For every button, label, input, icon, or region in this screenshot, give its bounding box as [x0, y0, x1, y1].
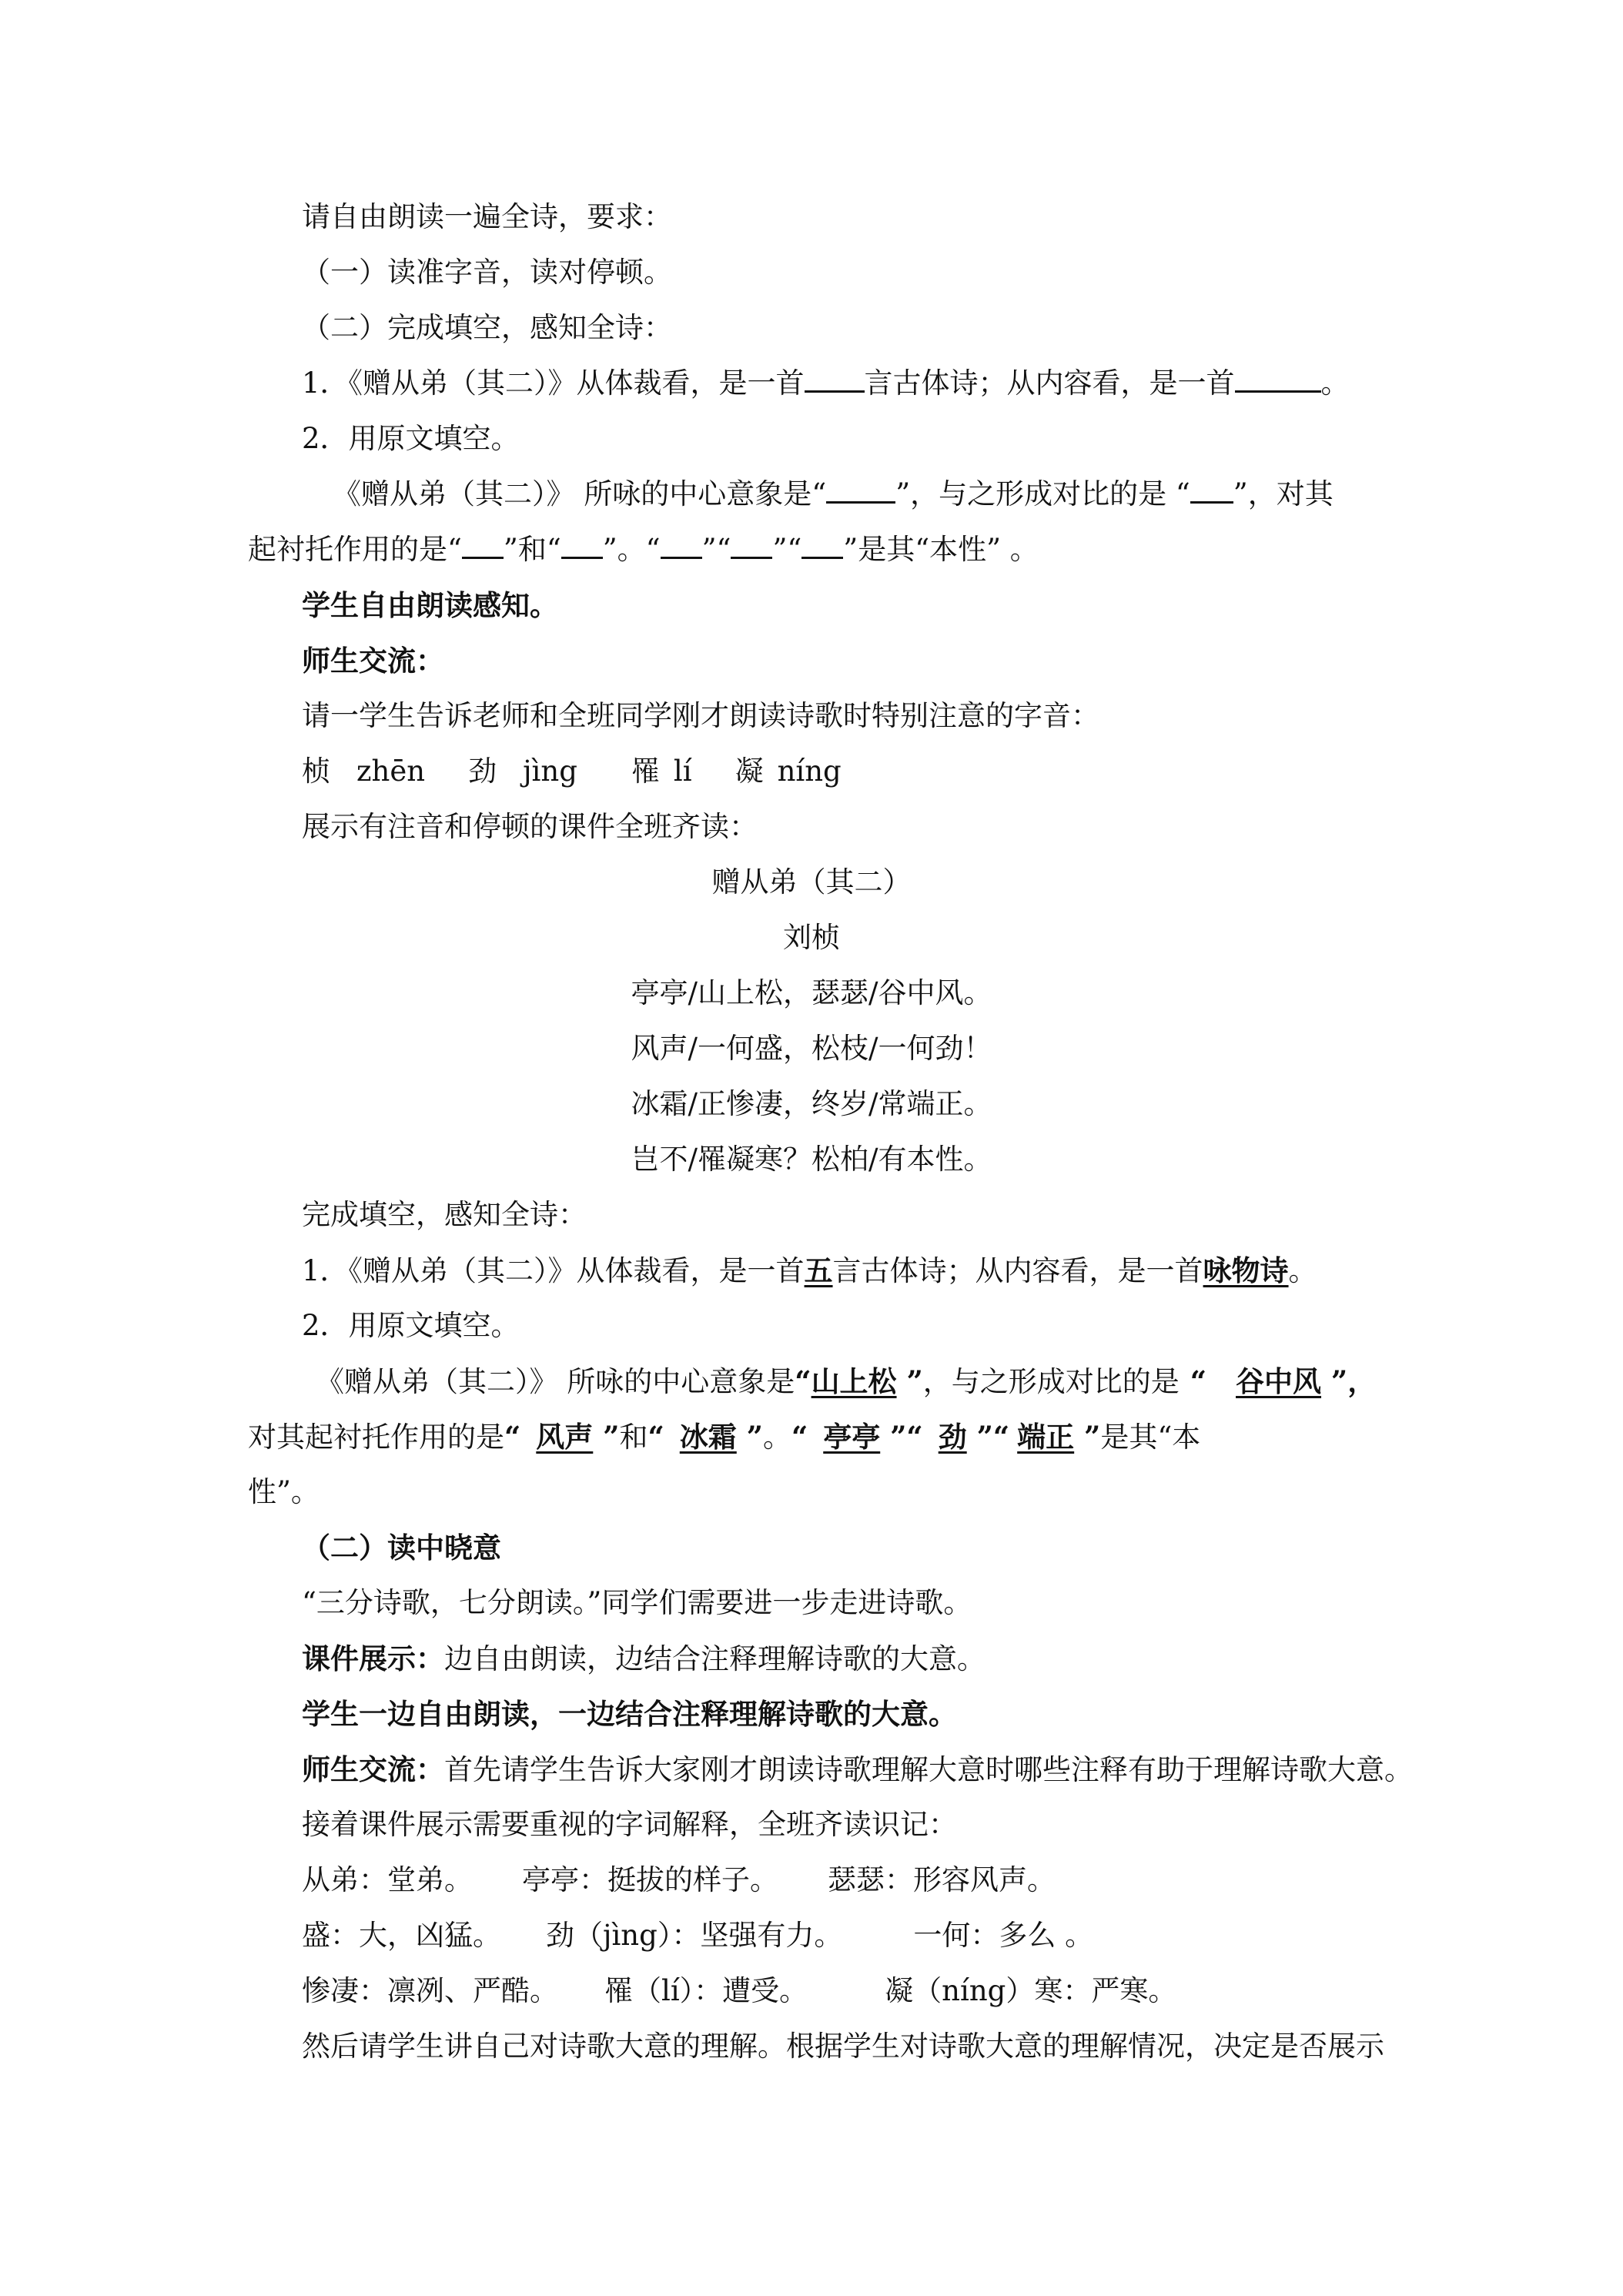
pronunciation-list: 桢 zhēn 劲 jìng 罹 lí 凝 níng: [302, 755, 842, 788]
task2-question-2: 2．用原文填空。: [302, 1309, 520, 1342]
task1-question-1: 1．《赠从弟（其二）》从体裁看，是一首 言古体诗；从内容看，是一首 。: [302, 366, 1350, 400]
courseware-display: 课件展示：边自由朗读，边结合注释理解诗歌的大意。: [302, 1642, 986, 1675]
poem-line: 冰霜/正惨凄，终岁/常端正。: [631, 1087, 992, 1120]
task1-fill-paragraph-line1: 《赠从弟（其二）》 所咏的中心意象是“ ”，与之形成对比的是 “ ”，对其: [333, 477, 1334, 510]
poem-line: 亭亭/山上松，瑟瑟/谷中风。: [631, 976, 992, 1009]
gloss-row: 盛：大，凶猛。 劲（jìng）：坚强有力。 一何：多么 。: [302, 1919, 1094, 1952]
task2-paragraph-line2: 对其起衬托作用的是“ 风声 ”和“ 冰霜 ”。“ 亭亭 ”“ 劲 ”“ 端正 ”是其“本: [248, 1420, 1201, 1454]
blank-line: [1190, 478, 1233, 504]
quote-line: “三分诗歌，七分朗读。”同学们需要进一步走进诗歌。: [302, 1586, 972, 1619]
task2-question-1: 1．《赠从弟（其二）》从体裁看，是一首五言古体诗；从内容看，是一首咏物诗。: [302, 1253, 1317, 1287]
poem-line: 岂不/罹凝寒？松柏/有本性。: [631, 1143, 992, 1176]
answer-frost: 冰霜: [679, 1420, 737, 1454]
blank-line: [731, 534, 772, 559]
courseware-prompt: 展示有注音和停顿的课件全班齐读：: [302, 810, 758, 843]
blank-line: [1235, 367, 1321, 393]
answer-contrast: 谷中风: [1236, 1364, 1322, 1398]
poem-line: 风声/一何盛，松枝/一何劲！: [631, 1032, 992, 1065]
requirement-1: （一）读准字音，读对停顿。: [302, 256, 672, 289]
answer-poem-type: 咏物诗: [1203, 1253, 1289, 1287]
gloss-row: 从弟：堂弟。 亭亭：挺拔的样子。 瑟瑟：形容风声。: [302, 1863, 1056, 1896]
answer-duanzheng: 端正: [1017, 1420, 1075, 1454]
gloss-intro: 接着课件展示需要重视的字词解释，全班齐读识记：: [302, 1808, 957, 1841]
task2-paragraph-line1: 《赠从弟（其二）》 所咏的中心意象是“山上松 ”，与之形成对比的是 “ 谷中风 ”，: [316, 1364, 1377, 1398]
poem-author: 刘桢: [783, 921, 840, 954]
section-heading: （二）读中晓意: [302, 1531, 501, 1565]
answer-jin: 劲: [938, 1420, 967, 1454]
task2-intro: 完成填空，感知全诗：: [302, 1198, 587, 1231]
task2-paragraph-line3: 性”。: [248, 1475, 320, 1508]
blank-line: [661, 534, 702, 559]
answer-main-image: 山上松: [811, 1364, 897, 1398]
student-activity: 学生一边自由朗读，一边结合注释理解诗歌的大意。: [302, 1697, 957, 1731]
gloss-row: 惨凄：凛冽、严酷。 罹（lí）：遭受。 凝（níng）寒：严寒。: [302, 1974, 1177, 2007]
blank-line: [801, 534, 843, 559]
answer-tingting: 亭亭: [823, 1420, 881, 1454]
requirement-2: （二）完成填空，感知全诗：: [302, 311, 672, 344]
instruction-text: 请自由朗读一遍全诗，要求：: [302, 200, 672, 233]
exchange-line: 师生交流：首先请学生告诉大家刚才朗读诗歌理解大意时哪些注释有助于理解诗歌大意。: [302, 1752, 1413, 1786]
pronunciation-prompt: 请一学生告诉老师和全班同学刚才朗读诗歌时特别注意的字音：: [302, 699, 1099, 732]
answer-wind-sound: 风声: [536, 1420, 594, 1454]
poem-title: 赠从弟（其二）: [711, 865, 912, 899]
blank-line: [826, 478, 895, 504]
blank-line: [805, 367, 865, 393]
task1-fill-paragraph-line2: 起衬托作用的是“ ”和“ ”。“ ”“ ”“ ”是其“本性” 。: [248, 533, 1039, 566]
answer-five: 五: [804, 1253, 833, 1287]
exchange-heading: 师生交流：: [302, 644, 444, 678]
task1-question-2: 2．用原文填空。: [302, 422, 520, 455]
student-read-note: 学生自由朗读感知。: [302, 588, 558, 622]
blank-line: [561, 534, 603, 559]
closing-line: 然后请学生讲自己对诗歌大意的理解。根据学生对诗歌大意的理解情况，决定是否展示: [302, 2030, 1384, 2063]
blank-line: [462, 534, 504, 559]
